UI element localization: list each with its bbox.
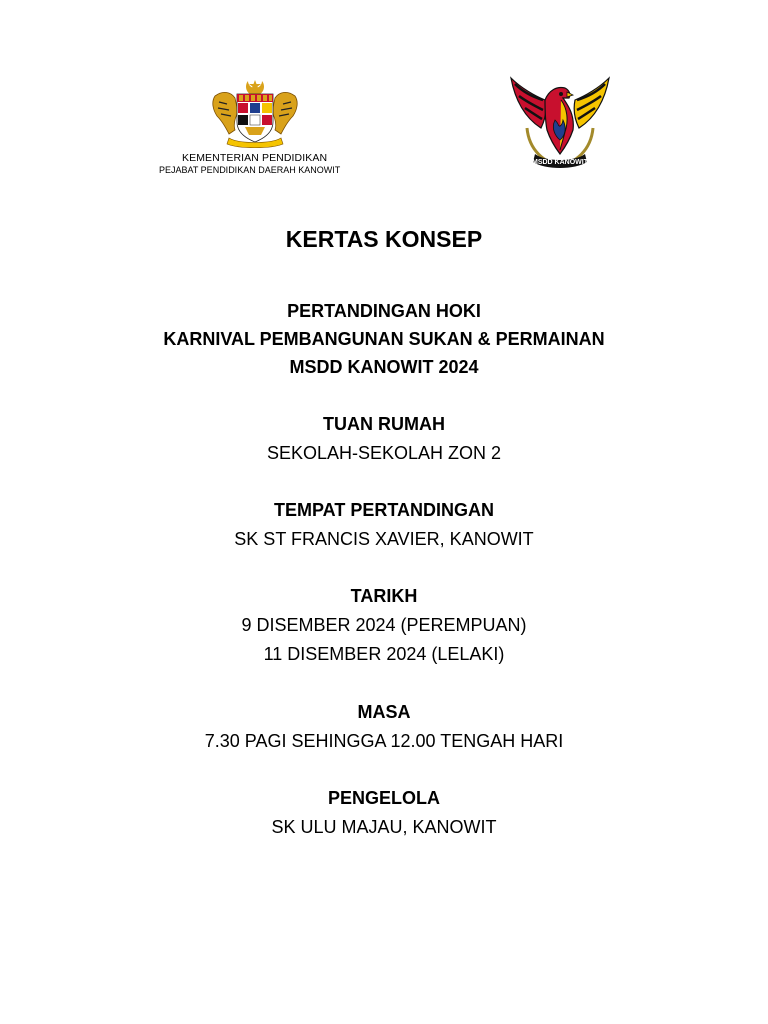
document-title: KERTAS KONSEP	[285, 226, 483, 252]
malaysia-coat-of-arms-icon	[205, 78, 305, 150]
event-heading	[0, 297, 768, 381]
ministry-logo	[150, 78, 360, 178]
msdd-kanowit-eagle-emblem-icon	[505, 70, 615, 170]
section-host	[0, 410, 768, 468]
msdd-logo	[505, 70, 615, 170]
section-label: TUAN RUMAH	[323, 414, 445, 434]
ministry-name: KEMENTERIAN PENDIDIKAN	[182, 152, 328, 164]
section-value: 9 DISEMBER 2024 (PEREMPUAN)	[241, 615, 527, 635]
section-value: 11 DISEMBER 2024 (LELAKI)	[263, 644, 505, 664]
section-date	[0, 582, 768, 669]
section-time	[0, 698, 768, 756]
heading-line-competition: PERTANDINGAN HOKI	[287, 301, 481, 321]
heading-line-msdd: MSDD KANOWIT 2024	[289, 357, 479, 377]
section-value: SK ST FRANCIS XAVIER, KANOWIT	[234, 529, 534, 549]
section-venue	[0, 496, 768, 554]
section-label: TEMPAT PERTANDINGAN	[274, 500, 494, 520]
section-value: SK ULU MAJAU, KANOWIT	[271, 817, 497, 837]
section-label: TARIKH	[350, 586, 418, 606]
section-organizer	[0, 784, 768, 842]
section-label: PENGELOLA	[327, 788, 440, 808]
section-value: SEKOLAH-SEKOLAH ZON 2	[266, 443, 502, 463]
section-value: 7.30 PAGI SEHINGGA 12.00 TENGAH HARI	[204, 731, 564, 751]
section-label: MASA	[357, 702, 411, 722]
emblem-caption: MSDD KANOWIT	[532, 159, 588, 166]
heading-line-carnival: KARNIVAL PEMBANGUNAN SUKAN & PERMAINAN	[163, 329, 605, 349]
district-office-name: PEJABAT PENDIDIKAN DAERAH KANOWIT	[159, 165, 341, 175]
